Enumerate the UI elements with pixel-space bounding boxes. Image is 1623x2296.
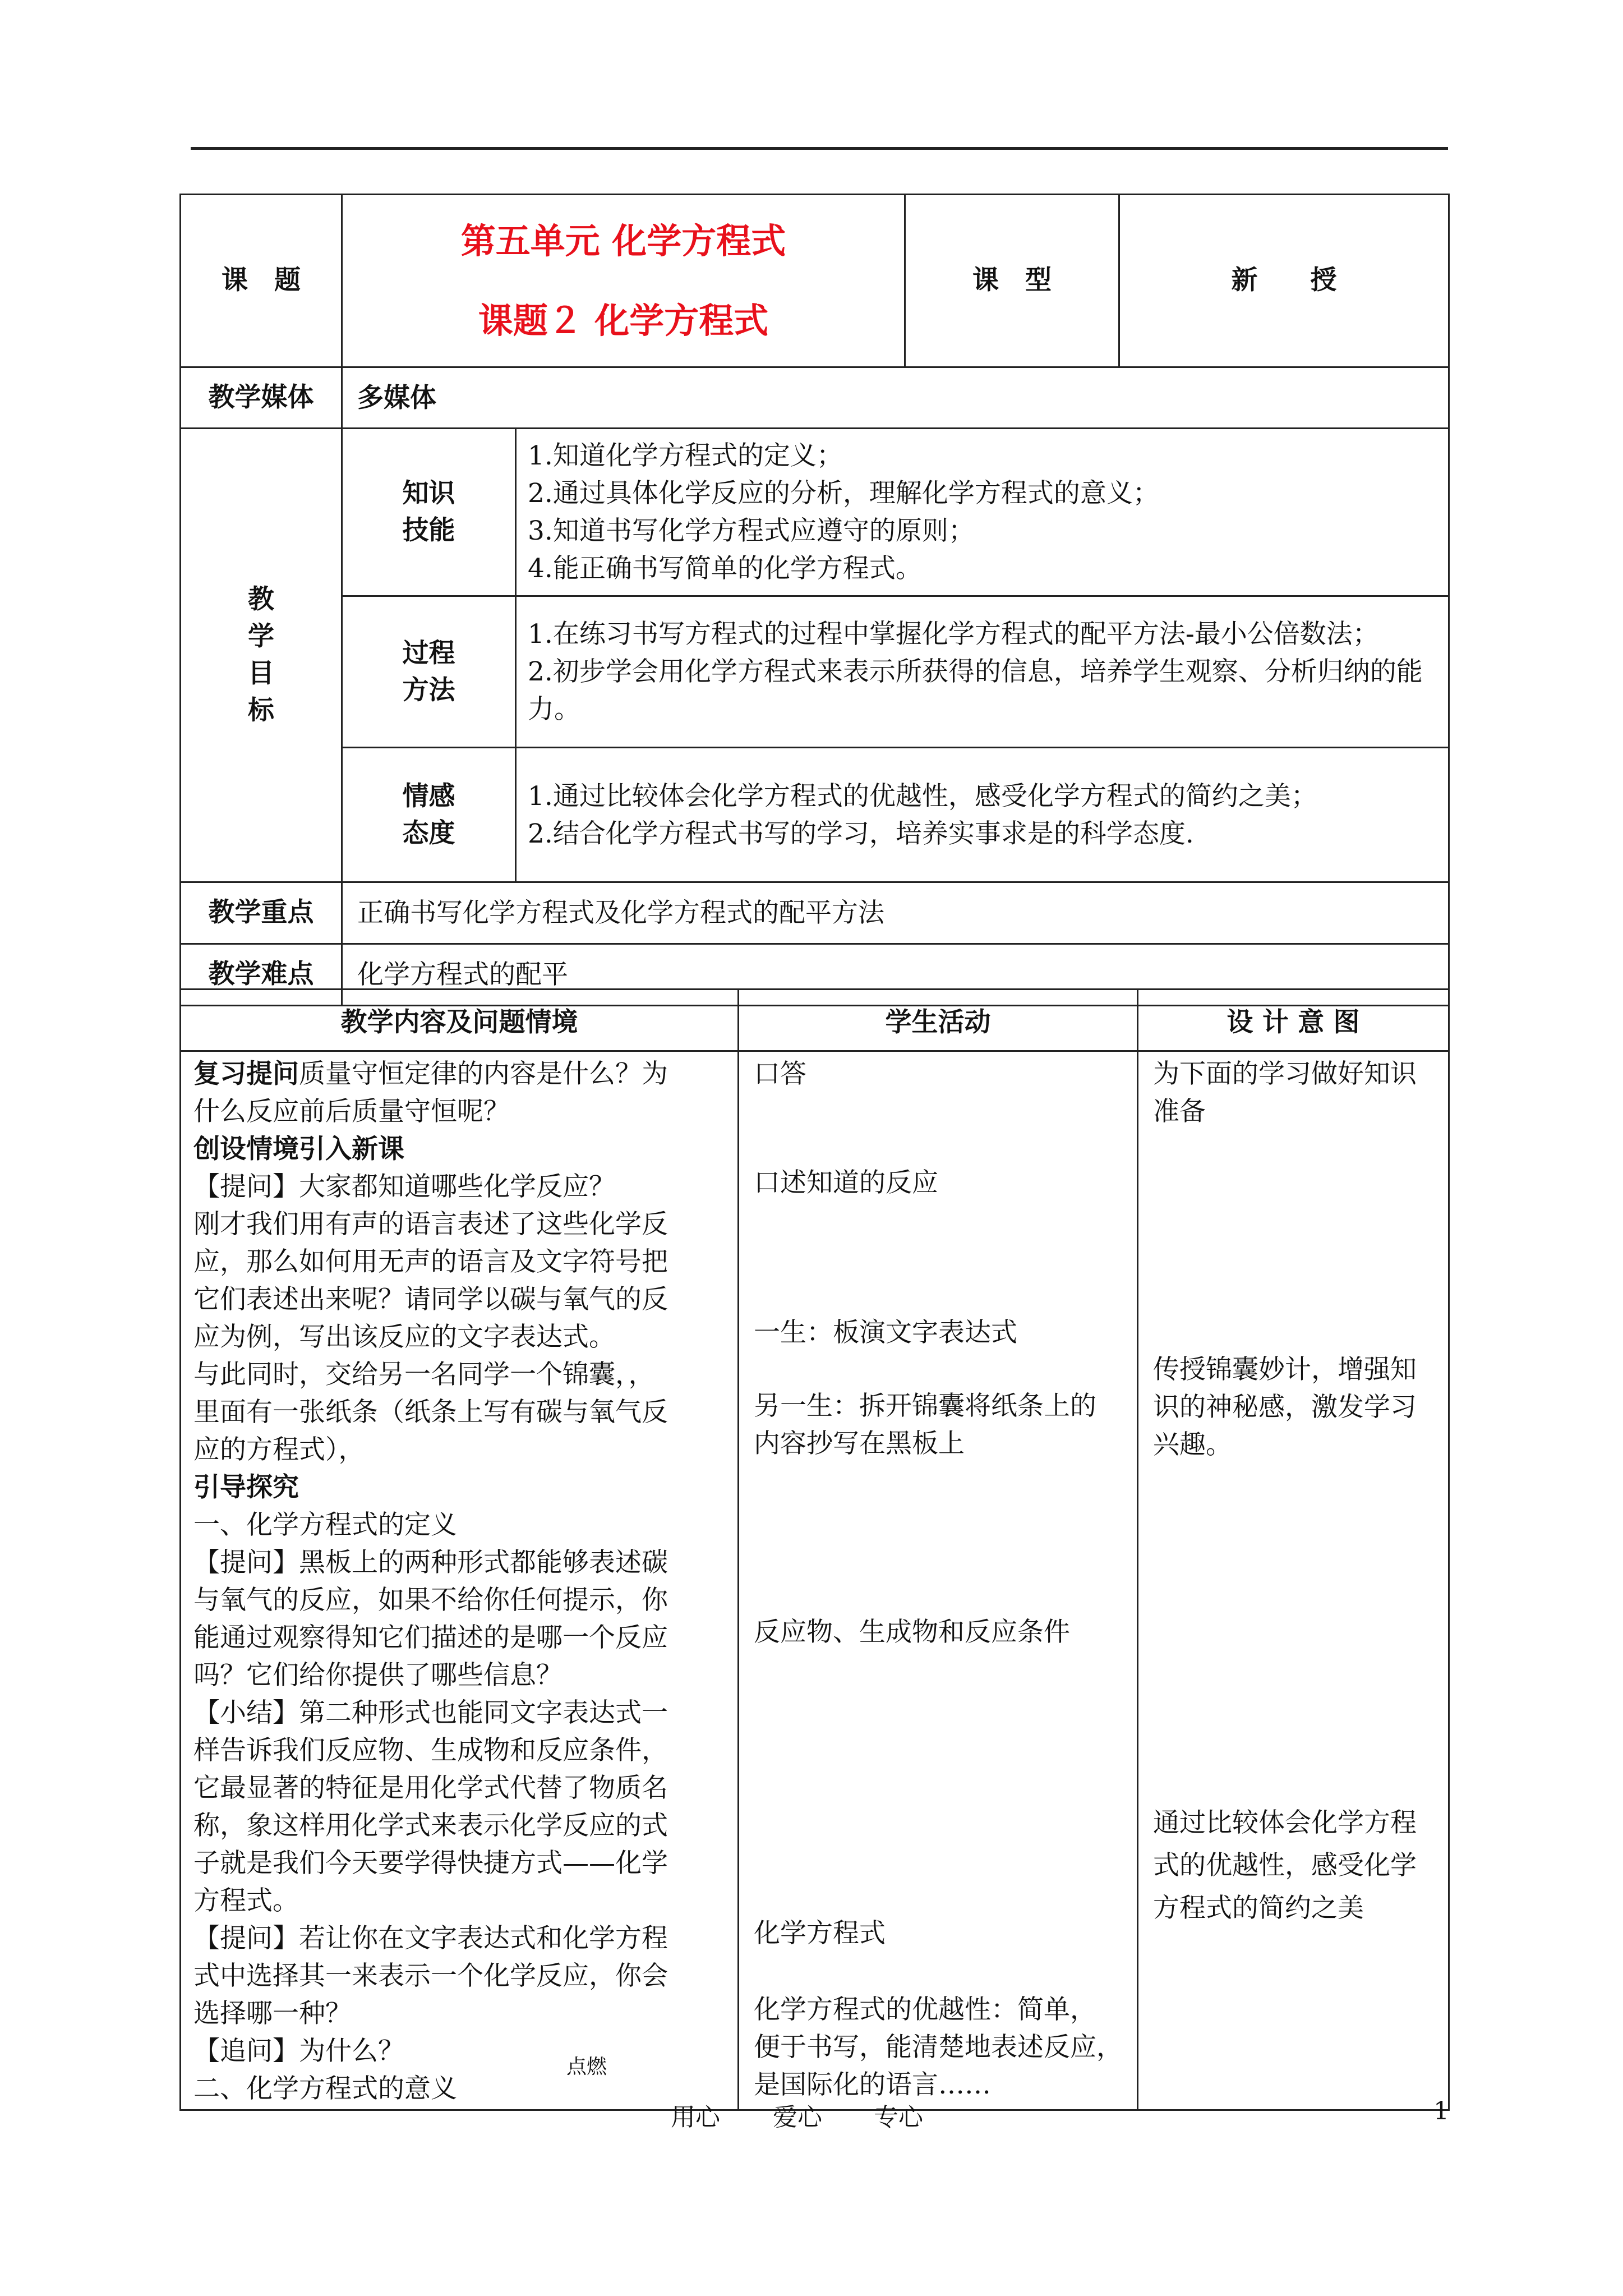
lesson-title [342, 195, 905, 367]
content-line-text: 【提问】大家都知道哪些化学反应？ [193, 1171, 615, 1202]
design-intent: 准备 [1153, 1096, 1206, 1127]
content-line-text: 质量守恒定律的内容是什么？为 [299, 1059, 668, 1089]
objective-process-items [516, 596, 1449, 748]
type-value: 新 授 [1119, 195, 1449, 367]
content-line [193, 1732, 726, 1769]
content-line [193, 1844, 726, 1882]
content-line-text: 与此同时，交给另一名同学一个锦囊，， [193, 1359, 655, 1390]
header-design-intent: 设 计 意 图 [1138, 990, 1449, 1051]
content-line [193, 1619, 726, 1657]
media-label: 教学媒体 [181, 367, 342, 429]
student-activity: 一生：板演文字表达式 [754, 1317, 1017, 1348]
content-line [193, 1205, 726, 1243]
student-activity: 化学方程式 [754, 1918, 886, 1949]
content-line-text: 样告诉我们反应物、生成物和反应条件， [193, 1735, 668, 1766]
content-line-text: 二、化学方程式的意义 [193, 2073, 457, 2104]
footer-word: 专心 [874, 2103, 923, 2132]
objective-knowledge-label: 知识 技能 [342, 429, 516, 596]
objective-attitude-label: 情感 态度 [342, 748, 516, 882]
objective-item: 1.通过比较体会化学方程式的优越性，感受化学方程式的简约之美； [528, 780, 1317, 812]
page-number: 1 [1433, 2097, 1449, 2125]
design-intent: 为下面的学习做好知识 [1153, 1059, 1417, 1089]
content-line-text: 刚才我们用有声的语言表述了这些化学反 [193, 1209, 668, 1240]
content-line-heading: 创设情境引入新课 [193, 1134, 404, 1165]
content-line [193, 1581, 726, 1619]
lesson-title-line1: 第五单元 化学方程式 [460, 220, 786, 261]
objective-process-label: 过程 方法 [342, 596, 516, 748]
content-line-text: 选择哪一种？ [193, 1998, 352, 2029]
topic-label: 课 题 [181, 195, 342, 367]
content-column [181, 1051, 739, 2110]
content-line-text: 方程式。 [193, 1885, 299, 1916]
content-line-text: 称，象这样用化学式来表示化学反应的式 [193, 1810, 668, 1841]
content-line [193, 1957, 726, 1995]
content-line [193, 1393, 726, 1431]
student-activity: 另一生：拆开锦囊将纸条上的 [754, 1391, 1096, 1421]
design-intent: 方程式的简约之美 [1153, 1893, 1364, 1924]
objective-item: 2.初步学会用化学方程式来表示所获得的信息，培养学生观察、分析归纳的能力。 [528, 656, 1423, 725]
content-line [193, 1431, 726, 1469]
student-activity: 化学方程式的优越性：简单， [754, 1994, 1096, 2025]
content-line-heading: 复习提问 [193, 1059, 299, 1089]
teaching-process-table [179, 988, 1450, 2111]
student-activity: 反应物、生成物和反应条件 [754, 1617, 1070, 1648]
content-line-text: 与氧气的反应，如果不给你任何提示，你 [193, 1585, 668, 1616]
content-line-text: 应，那么如何用无声的语言及文字符号把 [193, 1246, 668, 1277]
content-line [193, 1469, 726, 1506]
content-line-text: 能通过观察得知它们描述的是哪一个反应 [193, 1622, 668, 1653]
content-line-text: 应为例，写出该反应的文字表达式。 [193, 1322, 615, 1352]
content-line-text: 子就是我们今天要学得快捷方式——化学 [193, 1848, 668, 1879]
content-line [193, 1769, 726, 1807]
content-line-text: 什么反应前后质量守恒呢？ [193, 1096, 510, 1127]
design-intent: 识的神秘感，激发学习 [1153, 1392, 1417, 1423]
objective-item: 2.结合化学方程式书写的学习，培养实事求是的科学态度. [528, 818, 1194, 849]
header-student-activity: 学生活动 [739, 990, 1138, 1051]
objective-item: 1.知道化学方程式的定义； [528, 440, 843, 471]
lesson-title-line2: 课题２ 化学方程式 [478, 300, 769, 341]
objective-item: 3.知道书写化学方程式应遵守的原则； [528, 516, 975, 546]
content-line [193, 1882, 726, 1920]
student-activity: 便于书写，能清楚地表述反应， [754, 2032, 1123, 2063]
content-line-text: 里面有一张纸条（纸条上写有碳与氧气反 [193, 1397, 668, 1428]
content-line-text: 【小结】第二种形式也能同文字表达式一 [193, 1697, 668, 1728]
objective-knowledge-items [516, 429, 1449, 596]
student-activity: 口答 [754, 1059, 806, 1089]
content-line [193, 1281, 726, 1318]
type-label: 课 型 [905, 195, 1119, 367]
objective-item: 1.在练习书写方程式的过程中掌握化学方程式的配平方法-最小公倍数法； [528, 619, 1379, 650]
student-activity: 口述知道的反应 [754, 1167, 938, 1198]
content-line [193, 1168, 726, 1205]
content-line-text: 【提问】若让你在文字表达式和化学方程 [193, 1923, 668, 1954]
design-intent: 兴趣。 [1153, 1429, 1232, 1460]
content-line [193, 1506, 726, 1544]
content-line [193, 1093, 726, 1130]
content-line [193, 1356, 726, 1393]
objective-item: 4.能正确书写简单的化学方程式。 [528, 553, 922, 584]
key-point-value: 正确书写化学方程式及化学方程式的配平方法 [342, 882, 1449, 944]
objective-item: 2.通过具体化学反应的分析，理解化学方程式的意义； [528, 478, 1159, 509]
student-activity-column [739, 1051, 1138, 2110]
design-intent: 式的优越性，感受化学 [1153, 1850, 1417, 1881]
content-line [193, 1920, 726, 1957]
header-rule [191, 147, 1448, 150]
content-line [193, 1995, 726, 2032]
content-line [193, 1544, 726, 1581]
content-line [193, 2070, 726, 2108]
content-line [193, 1657, 726, 1694]
content-line [193, 1055, 726, 1093]
content-line-text: 【提问】黑板上的两种形式都能够表述碳 [193, 1547, 668, 1578]
content-line-text: 它最显著的特征是用化学式代替了物质名 [193, 1773, 668, 1803]
header-content: 教学内容及问题情境 [181, 990, 739, 1051]
objective-attitude-items [516, 748, 1449, 882]
content-line [193, 2032, 726, 2070]
objectives-label: 教 学 目 标 [181, 429, 342, 882]
content-line-text: 应的方程式）， [193, 1434, 365, 1465]
content-line-text: 它们表述出来呢？请同学以碳与氧气的反 [193, 1284, 668, 1315]
footer-word: 用心 [671, 2103, 720, 2132]
design-intent-column [1138, 1051, 1449, 2110]
lesson-info-table [179, 194, 1450, 1006]
content-line [193, 1243, 726, 1281]
difficulty-value: 化学方程式的配平 [342, 944, 1449, 1006]
content-line [193, 1807, 726, 1844]
difficulty-label: 教学难点 [181, 944, 342, 1006]
content-line [193, 1130, 726, 1168]
content-line-text: 式中选择其一来表示一个化学反应，你会 [193, 1961, 668, 1991]
design-intent: 通过比较体会化学方程 [1153, 1807, 1417, 1838]
media-value: 多媒体 [342, 367, 1449, 429]
content-line-text: 【追问】为什么？ [193, 2036, 404, 2067]
design-intent: 传授锦囊妙计，增强知 [1153, 1354, 1417, 1385]
content-line-heading: 引导探究 [193, 1472, 299, 1503]
content-line-text: 一、化学方程式的定义 [193, 1510, 457, 1540]
student-activity: 是国际化的语言…… [754, 2069, 991, 2100]
content-line-text: 吗？它们给你提供了哪些信息？ [193, 1660, 562, 1691]
footer-word: 爱心 [773, 2103, 822, 2132]
key-point-label: 教学重点 [181, 882, 342, 944]
content-line [193, 1318, 726, 1356]
reaction-condition-note: 点燃 [566, 2055, 607, 2078]
content-line [193, 1694, 726, 1732]
student-activity: 内容抄写在黑板上 [754, 1428, 965, 1459]
